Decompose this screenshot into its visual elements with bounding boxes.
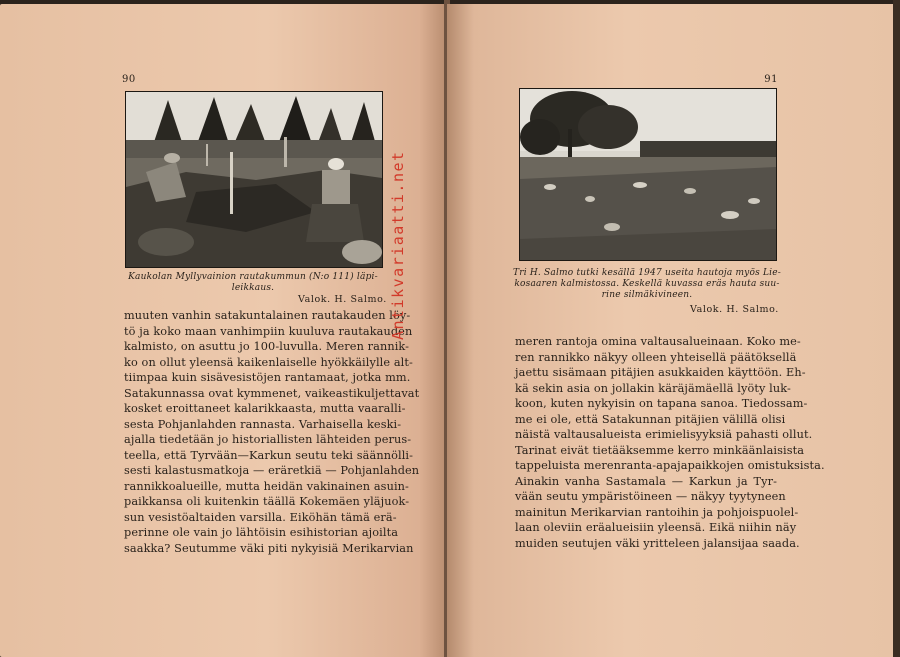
text-line: sun vesistöaltaiden varsilla. Eiköhän tämä erä- (124, 510, 397, 524)
text-line: teella, että Tyrvään—Karkun seutu teki säännölli- (124, 448, 414, 462)
photo-caption-right (505, 268, 789, 301)
text-line: kalmisto, on asuttu jo 100-luvulla. Meren rannik- (124, 340, 410, 353)
text-line: jaettu sisämaan pitäjien asukkaiden käyttöön. Eh- (515, 366, 806, 379)
right-page (447, 4, 896, 657)
caption-line: rine silmäkivineen. (601, 290, 693, 300)
text-line: meren rantoja omina valtausalueinaan. Koko me- (515, 335, 801, 348)
text-line: Tarinat eivät tietääksemme kerro minkäänlaisista (515, 443, 805, 457)
caption-line: leikkaus. (231, 283, 275, 293)
text-line: sesta Pohjanlahden rannasta. Varhaisella keski- (124, 417, 402, 431)
text-line: saakka? Seutumme väki piti nykyisiä Merikarvian (124, 541, 414, 555)
text-line: tappeluista merenranta-apajapaikkojen omistuksista. (515, 459, 825, 472)
text-line: tö ja koko maan vanhimpiin kuuluva rautakauden (124, 324, 413, 338)
left-page (0, 4, 446, 657)
text-line: me ei ole, että Satakunnan pitäjien välillä olisi (515, 412, 786, 426)
page-number-right: 91 (764, 74, 778, 85)
photo-caption-left (122, 272, 384, 294)
book-edge (893, 0, 900, 657)
caption-line: Tri H. Salmo tutki kesällä 1947 useita hautoja myös Lie- (513, 268, 781, 278)
text-line: muuten vanhin satakuntalainen rautakauden löy- (124, 309, 411, 322)
text-line: koon, kuten nykyisin on tapana sanoa. Tiedossam- (515, 397, 808, 410)
text-line: ajalla tiedetään jo historiallisten lähteiden perus- (124, 433, 412, 446)
caption-line: kosaaren kalmistossa. Keskellä kuvassa eräs hauta suu- (514, 279, 780, 289)
photo-credit-left: Valok. H. Salmo. (298, 294, 387, 305)
text-line: tiimpaa kuin sisävesistöjen rantamaat, jotka mm. (124, 371, 411, 384)
body-text-right (515, 334, 825, 551)
text-line: sesti kalastusmatkoja — eräretkiä — Pohjanlahden (124, 464, 420, 477)
text-line: Ainakin vanha Sastamala — Karkun ja Tyr- (515, 474, 777, 488)
watermark: Antikvariaatti.net (389, 150, 407, 340)
text-line: paikkansa oli kuitenkin täällä Kokemäen yläjuok- (124, 495, 410, 508)
text-line: kosket eroittaneet kalarikkaasta, mutta vaaralli- (124, 402, 406, 415)
text-line: Satakunnassa ovat kymmenet, vaikeastikuljettavat (124, 386, 420, 400)
page-number-left: 90 (122, 74, 136, 85)
excavation-photo (125, 91, 383, 268)
text-line: rannikkoalueille, mutta heidän vakinainen asuin- (124, 479, 409, 493)
text-line: ko on ollut yleensä kaikenlaiselle hyökkäilylle alt- (124, 355, 413, 369)
caption-line: Kaukolan Myllyvainion rautakummun (N:o 111) läpi- (128, 272, 378, 282)
text-line: kä sekin asia on jollakin käräjämäellä lyöty luk- (515, 381, 791, 395)
text-line: laan oleviin eräalueisiin yleensä. Eikä niihin näy (515, 521, 797, 534)
text-line: vään seutu ympäristöineen — näkyy tyytyneen (515, 490, 786, 503)
text-line: ren rannikko näkyy olleen yhteisellä päätöksellä (515, 350, 797, 364)
cemetery-photo (519, 88, 777, 261)
photo-credit-right: Valok. H. Salmo. (690, 304, 779, 315)
body-text-left (124, 308, 420, 556)
text-line: mainitun Merikarvian rantoihin ja pohjoispuolel- (515, 505, 799, 519)
text-line: perinne ole vain jo lähtöisin esihistorian ajoilta (124, 526, 399, 539)
text-line: näistä valtausalueista erimielisyyksiä pahasti ollut. (515, 428, 813, 441)
text-line: muiden seutujen väki yritteleen jalansijaa saada. (515, 536, 800, 550)
